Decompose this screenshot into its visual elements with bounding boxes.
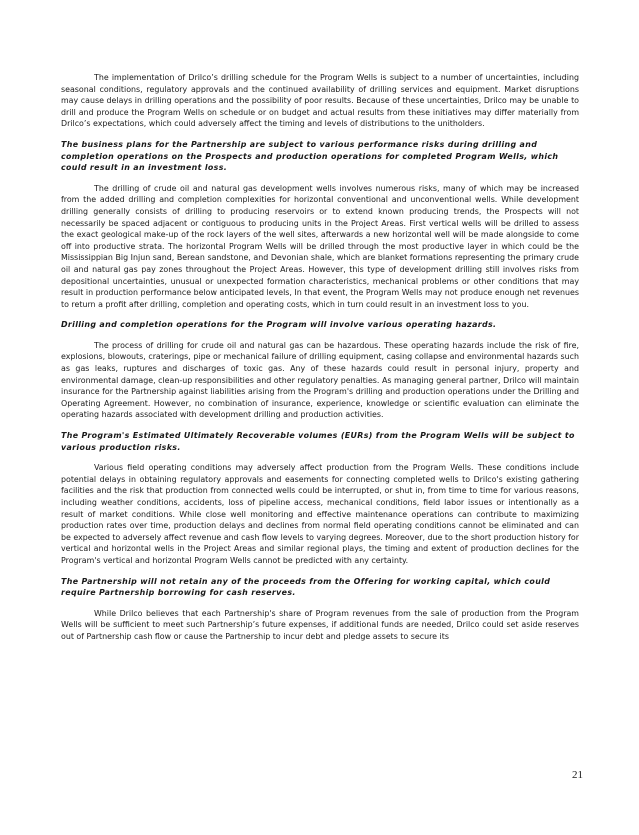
page-number: 21 bbox=[572, 769, 583, 781]
heading-working-capital: The Partnership will not retain any of the proceeds from the Offering for working capital, which could require Partnership borrowing for cash reserves. bbox=[61, 576, 551, 598]
heading-business-plans-risks: The business plans for the Partnership are subject to various performance risks during drilling and completion operations on the Prospects and production operations for completed Program Wells, which could result in an investment loss. bbox=[61, 139, 559, 173]
paragraph-cash-reserves: While Drilco believes that each Partnership's share of Program revenues from the sale of production from the Program Wells will be sufficient to meet such Partnership’s future expenses, if additional funds are needed, Drilco could set aside reserves out of Partnership cash flow or cause the Partnership to incur debt and pledge assets to secure its bbox=[61, 608, 579, 641]
heading-eurs-risks: The Program's Estimated Ultimately Recoverable volumes (EURs) from the Program Wells will be subject to various production risks. bbox=[61, 431, 575, 452]
paragraph-development-wells-risks: The drilling of crude oil and natural gas development wells involves numerous risks, many of which may be increased from the added drilling and completion complexities for horizontal conventional and unconventional wells. While development drilling generally consists of drilling to producing reservoirs or to extend known producing trends, the Prospects will not necessarily be spaced adjacent or contiguous to producing units in the Project Areas. First vertical wells will be drilled to assess the exact geological make-up of the rock layers of the well sites, afterwards a new horizontal well will be made alongside to come off into productive strata. The horizontal Program Wells will be drilled through the most productive layer in which could be the Mississippian Big Injun sand, Berean sandstone, and Devonian shale, which are blanket formations representing the primary crude oil and natural gas pay zones throughout the Project Areas. However, this type of development drilling still involves risks from depositional uncertainties, unusual or unexpected formation characteristics, mechanical problems or other conditions that may result in production performance below anticipated levels, In that event, the Program Wells may not produce enough net revenues to return a profit after drilling, completion and operating costs, which in turn could result in an investment loss to you. bbox=[61, 183, 579, 309]
paragraph-operating-hazards: The process of drilling for crude oil and natural gas can be hazardous. These operating hazards include the risk of fire, explosions, blowouts, craterings, pipe or mechanical failure of drilling equipment, casing collapse and environmental hazards such as gas leaks, ruptures and discharges of toxic gas. Any of these hazards could result in personal injury, property and environmental damage, clean-up responsibilities and other regulatory penalties. As managing general partner, Drilco will maintain insurance for the Partnership against liabilities arising from the Program's drilling and production operations under the Drilling and Operating Agreement. However, no combination of insurance, experience, knowledge or scientific evaluation can eliminate the operating hazards associated with development drilling and production activities. bbox=[61, 340, 579, 420]
paragraph-field-operating-conditions: Various field operating conditions may adversely affect production from the Program Wells. These conditions include potential delays in obtaining regulatory approvals and easements for connecting completed wells to Drilco's existing gathering facilities and the risk that production from connected wells could be interrupted, or shut in, from time to time for various reasons, including weather conditions, accidents, loss of pipeline access, mechanical conditions, field labor issues or intentionally as a result of market conditions. While close well monitoring and effective maintenance operations can contribute to maximizing production rates over time, production delays and declines from normal field operating conditions cannot be eliminated and can be expected to adversely affect revenue and cash flow levels to varying degrees. Moreover, due to the short production history for vertical and horizontal wells in the Project Areas and similar regional plays, the timing and extent of production declines for the Program's vertical and horizontal Program Wells cannot be predicted with any certainty. bbox=[61, 463, 579, 565]
document-page bbox=[61, 72, 579, 652]
heading-operating-hazards: Drilling and completion operations for the Program will involve various operating hazards. bbox=[61, 320, 497, 330]
paragraph-drilling-schedule: The implementation of Drilco’s drilling schedule for the Program Wells is subject to a number of uncertainties, including seasonal conditions, regulatory approvals and the continued availability of drilling services and equipment. Market disruptions may cause delays in drilling operations and the possibility of poor results. Because of these uncertainties, Drilco may be unable to drill and produce the Program Wells on schedule or on budget and actual results from these initiatives may differ materially from Drilco’s expectations, which could adversely affect the timing and levels of distributions to the unitholders. bbox=[61, 73, 579, 129]
